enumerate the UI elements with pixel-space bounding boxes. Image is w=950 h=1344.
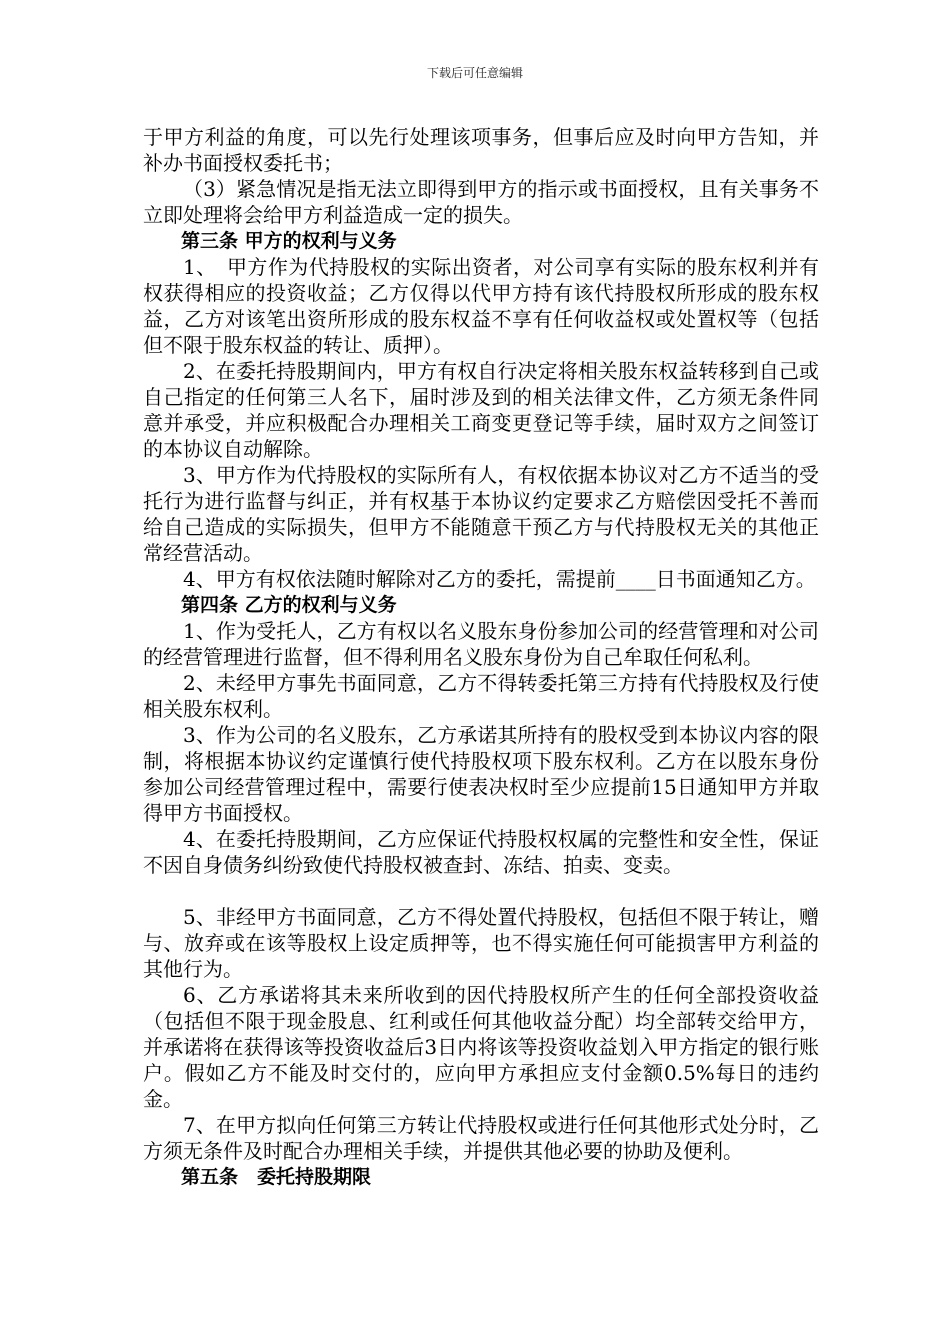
paragraph-3-4: 4、甲方有权依法随时解除对乙方的委托，需提前____日书面通知乙方。 — [183, 567, 816, 591]
paragraph-3-3: 3、甲方作为代持股权的实际所有人，有权依据本协议对乙方不适当的受托行为进行监督与纠正，并有权基于本协议约定要求乙方赔偿因受托不善而给自己造成的实际损失，但甲方不能随意干预乙方与代持股权无关的其他正常经营活动。 — [143, 463, 819, 565]
document-body — [143, 124, 819, 1190]
paragraph-continued-1: 于甲方利益的角度，可以先行处理该项事务，但事后应及时向甲方告知，并补办书面授权委托书； — [143, 125, 819, 175]
page-header: 下载后可任意编辑 — [426, 66, 523, 80]
paragraph-4-3: 3、作为公司的名义股东，乙方承诺其所持有的股权受到本协议内容的限制，将根据本协议约定谨慎行使代持股权项下股东权利。乙方在以股东身份参加公司经营管理过程中，需要行使表决权时至少应提前15日通知甲方并取得甲方书面授权。 — [143, 723, 819, 825]
heading-article-3: 第三条 甲方的权利与义务 — [181, 230, 397, 252]
heading-article-4: 第四条 乙方的权利与义务 — [181, 594, 397, 616]
paragraph-4-6: 6、乙方承诺将其未来所收到的因代持股权所产生的任何全部投资收益（包括但不限于现金股息、红利或任何其他收益分配）均全部转交给甲方，并承诺将在获得该等投资收益后3日内将该等投资收益划入甲方指定的银行账户。假如乙方不能及时交付的，应向甲方承担应支付金额0.5%每日的违约金。 — [143, 983, 819, 1111]
paragraph-4-7: 7、在甲方拟向任何第三方转让代持股权或进行任何其他形式处分时，乙方须无条件及时配合办理相关手续，并提供其他必要的协助及便利。 — [143, 1113, 819, 1163]
paragraph-4-4: 4、在委托持股期间，乙方应保证代持股权权属的完整性和安全性，保证不因自身债务纠纷致使代持股权被查封、冻结、拍卖、变卖。 — [143, 827, 819, 877]
paragraph-4-5: 5、非经甲方书面同意，乙方不得处置代持股权，包括但不限于转让，赠与、放弃或在该等股权上设定质押等，也不得实施任何可能损害甲方利益的其他行为。 — [143, 905, 819, 981]
paragraph-4-1: 1、作为受托人，乙方有权以名义股东身份参加公司的经营管理和对公司的经营管理进行监督，但不得利用名义股东身份为自己牟取任何私利。 — [143, 619, 819, 669]
blank-line — [143, 878, 819, 904]
paragraph-4-2: 2、未经甲方事先书面同意，乙方不得转委托第三方持有代持股权及行使相关股东权利。 — [143, 671, 819, 721]
paragraph-3-2: 2、在委托持股期间内，甲方有权自行决定将相关股东权益转移到自己或自己指定的任何第三人名下，届时涉及到的相关法律文件，乙方须无条件同意并承受，并应积极配合办理相关工商变更登记等手续，届时双方之间签订的本协议自动解除。 — [143, 359, 819, 461]
paragraph-continued-2: （3）紧急情况是指无法立即得到甲方的指示或书面授权，且有关事务不立即处理将会给甲方利益造成一定的损失。 — [143, 177, 819, 227]
heading-article-5: 第五条 委托持股期限 — [181, 1166, 372, 1188]
paragraph-3-1: 1、 甲方作为代持股权的实际出资者，对公司享有实际的股东权利并有权获得相应的投资收益；乙方仅得以代甲方持有该代持股权所形成的股东权益，乙方对该笔出资所形成的股东权益不享有任何收益权或处置权等（包括但不限于股东权益的转让、质押）。 — [143, 255, 819, 357]
